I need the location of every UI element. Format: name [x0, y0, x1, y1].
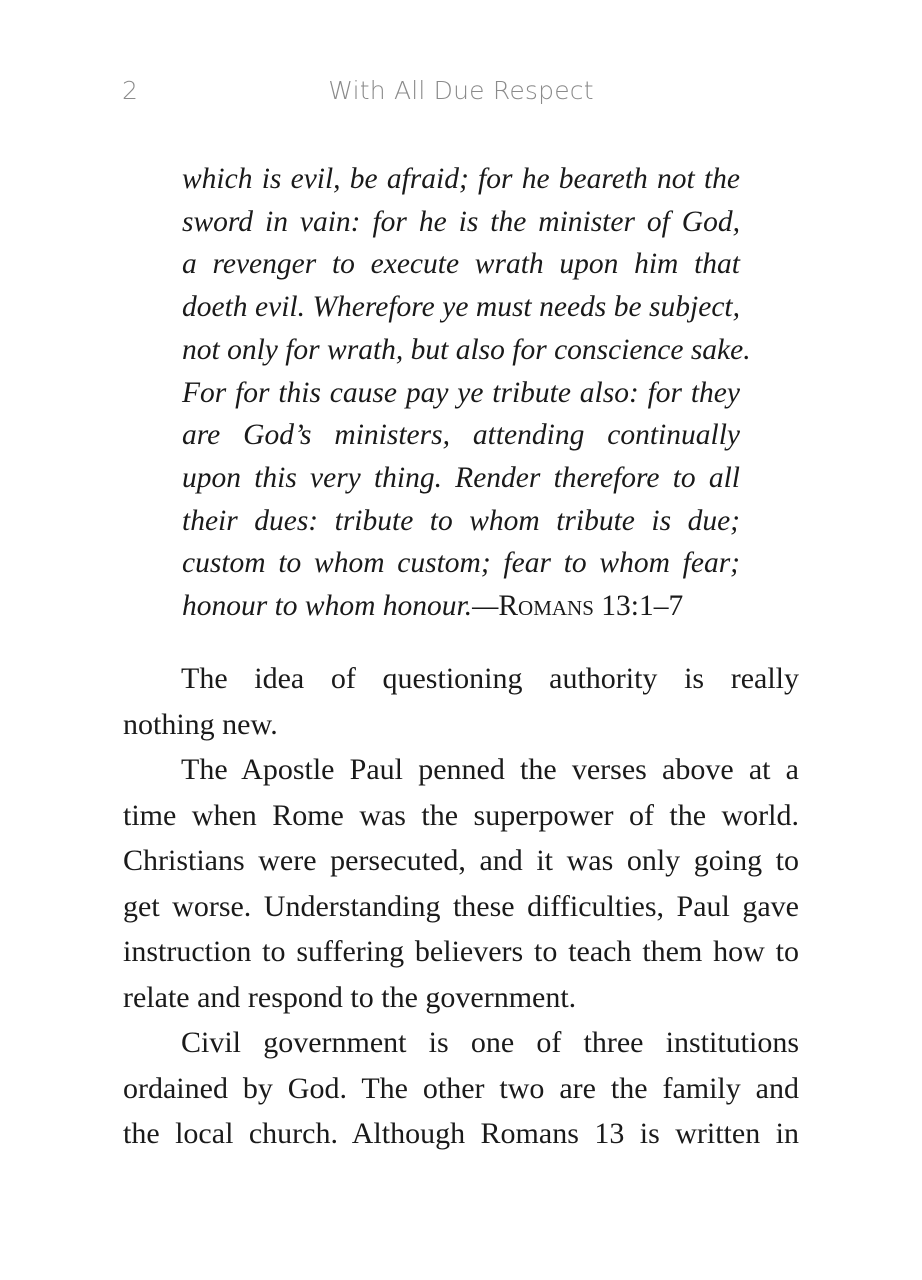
body-text — [123, 656, 799, 1157]
epigraph-line: doeth evil. Wherefore ye must needs be subject, — [182, 291, 740, 324]
scripture-epigraph — [182, 158, 751, 628]
epigraph-line: custom to whom custom; fear to whom fear; — [182, 547, 740, 580]
paragraph-line: The idea of questioning authority is really — [181, 662, 799, 695]
epigraph-line: are God’s ministers, attending continually — [182, 419, 740, 452]
epigraph-line: their dues: tribute to whom tribute is due; — [182, 504, 740, 537]
epigraph-line: which is evil, be afraid; for he beareth not the — [182, 163, 740, 195]
epigraph-line: a revenger to execute wrath upon him that — [182, 248, 740, 281]
paragraph — [123, 747, 799, 1020]
paragraph-line: Christians were persecuted, and it was only going to — [123, 844, 799, 877]
paragraph-line: ordained by God. The other two are the family and — [123, 1071, 799, 1105]
page-number: 2 — [122, 76, 139, 105]
paragraph — [123, 1020, 799, 1157]
epigraph-line: not only for wrath, but also for conscience sake. — [182, 333, 751, 366]
epigraph-line: sword in vain: for he is the minister of God, — [182, 205, 740, 238]
paragraph-line: nothing new. — [123, 707, 278, 741]
paragraph — [123, 656, 799, 747]
paragraph-line: Civil government is one of three institutions — [181, 1026, 799, 1059]
epigraph-last-text: honour to whom honour.— — [182, 590, 499, 623]
paragraph-line: time when Rome was the superpower of the world. — [123, 798, 799, 832]
scripture-citation: Romans 13:1–7 — [498, 590, 684, 623]
paragraph-line: instruction to suffering believers to teach them how to — [123, 935, 799, 968]
paragraph-line: the local church. Although Romans 13 is written in — [123, 1117, 799, 1150]
paragraph-line: relate and respond to the government. — [123, 980, 577, 1014]
book-title: With All Due Respect — [328, 76, 594, 105]
epigraph-line: upon this very thing. Render therefore to all — [182, 461, 740, 494]
paragraph-line: The Apostle Paul penned the verses above at a — [181, 753, 799, 786]
running-head — [0, 72, 922, 108]
epigraph-last-line — [182, 585, 740, 628]
epigraph-line: For for this cause pay ye tribute also: for they — [182, 376, 740, 409]
paragraph-line: get worse. Understanding these difficulties, Paul gave — [123, 889, 799, 923]
